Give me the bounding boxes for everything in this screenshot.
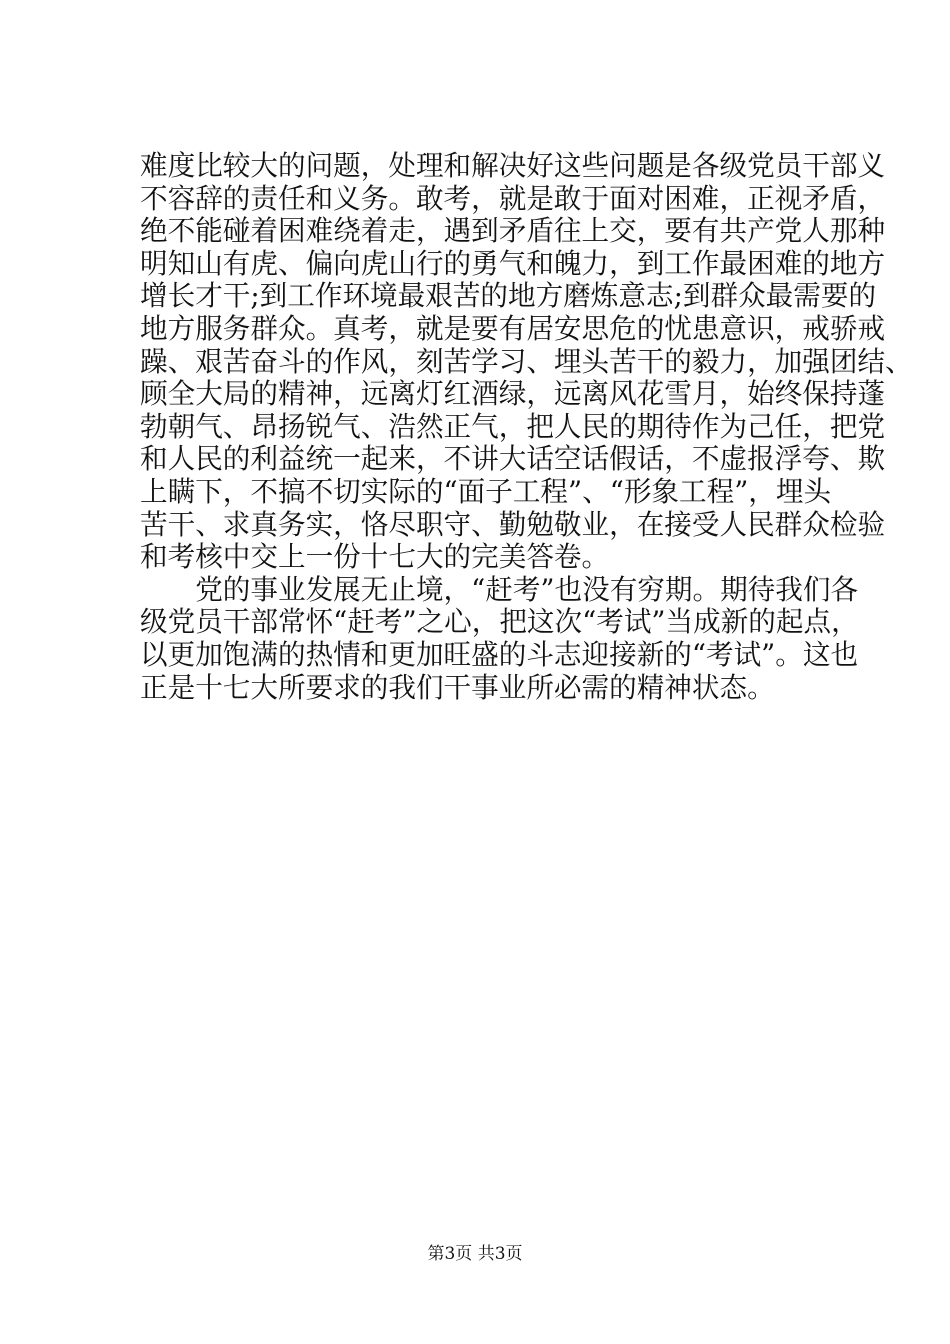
text-line: 绝不能碰着困难绕着走，遇到矛盾往上交，要有共产党人那种 — [140, 214, 886, 248]
text-line: 勃朝气、昂扬锐气、浩然正气，把人民的期待作为己任，把党 — [140, 409, 886, 443]
page-footer — [0, 1243, 950, 1265]
text-line: 躁、艰苦奋斗的作风，刻苦学习、埋头苦干的毅力，加强团结、 — [140, 344, 913, 378]
text-line: 以更加饱满的热情和更加旺盛的斗志迎接新的“考试”。这也 — [140, 637, 859, 671]
text-line: 正是十七大所要求的我们干事业所必需的精神状态。 — [140, 670, 775, 704]
text-line: 级党员干部常怀“赶考”之心，把这次“考试”当成新的起点， — [140, 605, 859, 639]
text-line: 顾全大局的精神，远离灯红酒绿，远离风花雪月，始终保持蓬 — [140, 377, 886, 411]
body-text — [140, 149, 913, 704]
text-line: 和人民的利益统一起来，不讲大话空话假话，不虚报浮夸、欺 — [140, 442, 886, 476]
text-line: 苦干、求真务实，恪尽职守、勤勉敬业，在接受人民群众检验 — [140, 507, 886, 541]
text-line: 难度比较大的问题，处理和解决好这些问题是各级党员干部义 — [140, 149, 886, 182]
text-line: 明知山有虎、偏向虎山行的勇气和魄力，到工作最困难的地方 — [140, 246, 886, 280]
text-line: 地方服务群众。真考，就是要有居安思危的忧患意识，戒骄戒 — [140, 311, 886, 345]
text-line: 党的事业发展无止境，“赶考”也没有穷期。期待我们各 — [140, 572, 859, 606]
page-number: 第3页 共3页 — [427, 1244, 523, 1264]
text-line: 上瞒下，不搞不切实际的“面子工程”、“形象工程”，埋头 — [140, 474, 832, 508]
text-line: 增长才干;到工作环境最艰苦的地方磨炼意志;到群众最需要的 — [140, 279, 877, 313]
text-line: 和考核中交上一份十七大的完美答卷。 — [140, 540, 610, 574]
text-line: 不容辞的责任和义务。敢考，就是敢于面对困难，正视矛盾， — [140, 181, 886, 215]
